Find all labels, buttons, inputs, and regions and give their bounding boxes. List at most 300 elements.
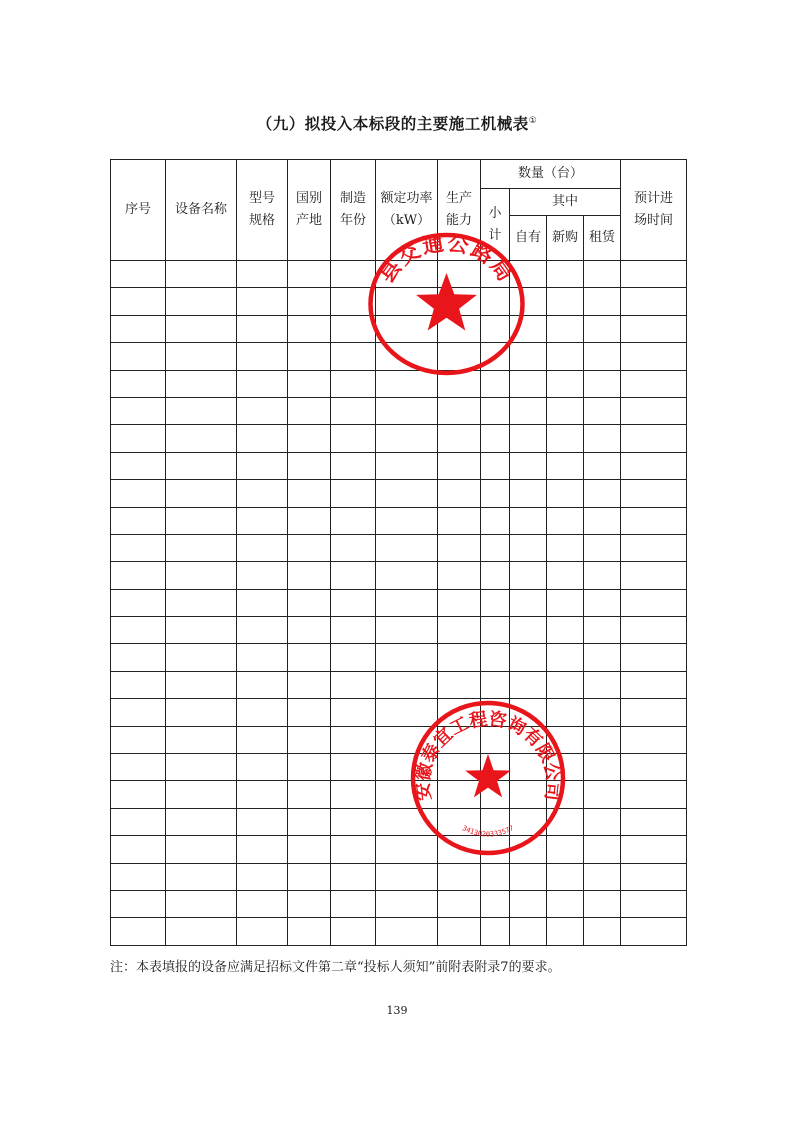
table-cell[interactable] [481, 370, 510, 397]
table-cell[interactable] [481, 836, 510, 863]
table-cell[interactable] [510, 261, 547, 288]
table-cell[interactable] [481, 507, 510, 534]
table-cell[interactable] [331, 343, 376, 370]
table-cell[interactable] [288, 315, 331, 342]
table-cell[interactable] [288, 452, 331, 479]
table-cell[interactable] [237, 781, 288, 808]
table-cell[interactable] [621, 425, 687, 452]
table-cell[interactable] [510, 699, 547, 726]
table-cell[interactable] [237, 315, 288, 342]
table-cell[interactable] [288, 534, 331, 561]
table-cell[interactable] [288, 671, 331, 698]
table-cell[interactable] [621, 644, 687, 671]
table-cell[interactable] [510, 452, 547, 479]
table-cell[interactable] [376, 397, 438, 424]
table-cell[interactable] [166, 808, 237, 835]
table-cell[interactable] [331, 918, 376, 945]
table-cell[interactable] [166, 699, 237, 726]
table-cell[interactable] [510, 562, 547, 589]
table-cell[interactable] [166, 918, 237, 945]
table-cell[interactable] [376, 617, 438, 644]
table-cell[interactable] [376, 671, 438, 698]
table-cell[interactable] [481, 890, 510, 917]
table-cell[interactable] [481, 699, 510, 726]
table-cell[interactable] [331, 726, 376, 753]
table-cell[interactable] [376, 452, 438, 479]
table-cell[interactable] [584, 863, 621, 890]
table-cell[interactable] [166, 507, 237, 534]
table-cell[interactable] [481, 671, 510, 698]
table-cell[interactable] [621, 918, 687, 945]
table-cell[interactable] [510, 397, 547, 424]
table-cell[interactable] [288, 726, 331, 753]
table-cell[interactable] [621, 315, 687, 342]
table-cell[interactable] [237, 480, 288, 507]
table-cell[interactable] [621, 781, 687, 808]
table-cell[interactable] [547, 288, 584, 315]
table-cell[interactable] [438, 781, 481, 808]
table-cell[interactable] [547, 534, 584, 561]
table-cell[interactable] [331, 617, 376, 644]
table-cell[interactable] [547, 671, 584, 698]
table-cell[interactable] [331, 863, 376, 890]
table-cell[interactable] [111, 507, 166, 534]
table-cell[interactable] [237, 343, 288, 370]
table-cell[interactable] [237, 261, 288, 288]
table-cell[interactable] [376, 890, 438, 917]
table-cell[interactable] [111, 425, 166, 452]
table-cell[interactable] [547, 589, 584, 616]
table-cell[interactable] [237, 562, 288, 589]
table-cell[interactable] [237, 699, 288, 726]
table-cell[interactable] [331, 671, 376, 698]
table-cell[interactable] [237, 397, 288, 424]
table-cell[interactable] [331, 397, 376, 424]
table-cell[interactable] [438, 726, 481, 753]
table-cell[interactable] [621, 288, 687, 315]
table-cell[interactable] [376, 726, 438, 753]
table-cell[interactable] [584, 397, 621, 424]
table-cell[interactable] [438, 562, 481, 589]
table-cell[interactable] [481, 562, 510, 589]
table-cell[interactable] [376, 863, 438, 890]
table-cell[interactable] [166, 343, 237, 370]
table-cell[interactable] [547, 480, 584, 507]
table-cell[interactable] [547, 808, 584, 835]
table-cell[interactable] [288, 343, 331, 370]
table-cell[interactable] [166, 425, 237, 452]
table-cell[interactable] [237, 890, 288, 917]
table-cell[interactable] [166, 644, 237, 671]
table-cell[interactable] [547, 726, 584, 753]
table-cell[interactable] [331, 781, 376, 808]
table-cell[interactable] [111, 452, 166, 479]
table-cell[interactable] [166, 890, 237, 917]
table-cell[interactable] [331, 288, 376, 315]
table-cell[interactable] [111, 644, 166, 671]
table-cell[interactable] [510, 644, 547, 671]
table-cell[interactable] [584, 644, 621, 671]
table-cell[interactable] [547, 644, 584, 671]
table-cell[interactable] [481, 261, 510, 288]
table-cell[interactable] [510, 315, 547, 342]
table-cell[interactable] [621, 370, 687, 397]
table-cell[interactable] [547, 425, 584, 452]
table-cell[interactable] [288, 480, 331, 507]
table-cell[interactable] [584, 562, 621, 589]
table-cell[interactable] [584, 261, 621, 288]
table-cell[interactable] [438, 808, 481, 835]
table-cell[interactable] [481, 726, 510, 753]
table-cell[interactable] [547, 836, 584, 863]
table-cell[interactable] [584, 671, 621, 698]
table-cell[interactable] [547, 863, 584, 890]
table-cell[interactable] [547, 343, 584, 370]
table-cell[interactable] [376, 781, 438, 808]
table-cell[interactable] [481, 480, 510, 507]
table-cell[interactable] [376, 836, 438, 863]
table-cell[interactable] [621, 726, 687, 753]
table-cell[interactable] [111, 617, 166, 644]
table-cell[interactable] [547, 397, 584, 424]
table-cell[interactable] [438, 480, 481, 507]
table-cell[interactable] [288, 890, 331, 917]
table-cell[interactable] [438, 315, 481, 342]
table-cell[interactable] [166, 836, 237, 863]
table-cell[interactable] [376, 699, 438, 726]
table-cell[interactable] [331, 315, 376, 342]
table-cell[interactable] [331, 452, 376, 479]
table-cell[interactable] [438, 534, 481, 561]
table-cell[interactable] [237, 370, 288, 397]
table-cell[interactable] [376, 507, 438, 534]
table-cell[interactable] [547, 562, 584, 589]
table-cell[interactable] [376, 480, 438, 507]
table-cell[interactable] [481, 425, 510, 452]
table-cell[interactable] [438, 699, 481, 726]
table-cell[interactable] [621, 480, 687, 507]
table-cell[interactable] [288, 397, 331, 424]
table-cell[interactable] [510, 507, 547, 534]
table-cell[interactable] [481, 644, 510, 671]
table-cell[interactable] [584, 754, 621, 781]
table-cell[interactable] [438, 863, 481, 890]
table-cell[interactable] [510, 370, 547, 397]
table-cell[interactable] [438, 836, 481, 863]
table-cell[interactable] [481, 343, 510, 370]
table-cell[interactable] [331, 589, 376, 616]
table-cell[interactable] [510, 918, 547, 945]
table-cell[interactable] [621, 617, 687, 644]
table-cell[interactable] [547, 890, 584, 917]
table-cell[interactable] [166, 863, 237, 890]
table-cell[interactable] [438, 890, 481, 917]
table-cell[interactable] [438, 918, 481, 945]
table-cell[interactable] [111, 480, 166, 507]
table-cell[interactable] [438, 507, 481, 534]
table-cell[interactable] [111, 589, 166, 616]
table-cell[interactable] [376, 534, 438, 561]
table-cell[interactable] [510, 288, 547, 315]
table-cell[interactable] [621, 890, 687, 917]
table-cell[interactable] [331, 425, 376, 452]
table-cell[interactable] [288, 370, 331, 397]
table-cell[interactable] [584, 918, 621, 945]
table-cell[interactable] [438, 452, 481, 479]
table-cell[interactable] [166, 726, 237, 753]
table-cell[interactable] [584, 370, 621, 397]
table-cell[interactable] [376, 589, 438, 616]
table-cell[interactable] [166, 754, 237, 781]
table-cell[interactable] [547, 617, 584, 644]
table-cell[interactable] [547, 699, 584, 726]
table-cell[interactable] [438, 671, 481, 698]
table-cell[interactable] [584, 781, 621, 808]
table-cell[interactable] [584, 617, 621, 644]
table-cell[interactable] [481, 397, 510, 424]
table-cell[interactable] [481, 288, 510, 315]
table-cell[interactable] [237, 644, 288, 671]
table-cell[interactable] [237, 836, 288, 863]
table-cell[interactable] [376, 425, 438, 452]
table-cell[interactable] [438, 754, 481, 781]
table-cell[interactable] [376, 315, 438, 342]
table-cell[interactable] [510, 863, 547, 890]
table-cell[interactable] [584, 534, 621, 561]
table-cell[interactable] [547, 507, 584, 534]
table-cell[interactable] [288, 918, 331, 945]
table-cell[interactable] [584, 808, 621, 835]
table-cell[interactable] [438, 397, 481, 424]
table-cell[interactable] [510, 836, 547, 863]
table-cell[interactable] [111, 754, 166, 781]
table-cell[interactable] [111, 863, 166, 890]
table-cell[interactable] [237, 918, 288, 945]
table-cell[interactable] [584, 589, 621, 616]
table-cell[interactable] [288, 781, 331, 808]
table-cell[interactable] [237, 534, 288, 561]
table-cell[interactable] [481, 534, 510, 561]
table-cell[interactable] [547, 370, 584, 397]
table-cell[interactable] [111, 261, 166, 288]
table-cell[interactable] [584, 507, 621, 534]
table-cell[interactable] [331, 507, 376, 534]
table-cell[interactable] [166, 397, 237, 424]
table-cell[interactable] [288, 589, 331, 616]
table-cell[interactable] [510, 890, 547, 917]
table-cell[interactable] [584, 452, 621, 479]
table-cell[interactable] [111, 918, 166, 945]
table-cell[interactable] [237, 288, 288, 315]
table-cell[interactable] [288, 863, 331, 890]
table-cell[interactable] [584, 425, 621, 452]
table-cell[interactable] [584, 480, 621, 507]
table-cell[interactable] [376, 343, 438, 370]
table-cell[interactable] [376, 288, 438, 315]
table-cell[interactable] [331, 754, 376, 781]
table-cell[interactable] [510, 534, 547, 561]
table-cell[interactable] [510, 671, 547, 698]
table-cell[interactable] [438, 343, 481, 370]
table-cell[interactable] [438, 644, 481, 671]
table-cell[interactable] [111, 671, 166, 698]
table-cell[interactable] [438, 370, 481, 397]
table-cell[interactable] [376, 261, 438, 288]
table-cell[interactable] [166, 589, 237, 616]
table-cell[interactable] [376, 370, 438, 397]
table-cell[interactable] [481, 589, 510, 616]
table-cell[interactable] [166, 781, 237, 808]
table-cell[interactable] [481, 754, 510, 781]
table-cell[interactable] [621, 507, 687, 534]
table-cell[interactable] [288, 507, 331, 534]
table-cell[interactable] [111, 890, 166, 917]
table-cell[interactable] [331, 808, 376, 835]
table-cell[interactable] [481, 918, 510, 945]
table-cell[interactable] [331, 644, 376, 671]
table-cell[interactable] [547, 452, 584, 479]
table-cell[interactable] [621, 452, 687, 479]
table-cell[interactable] [288, 836, 331, 863]
table-cell[interactable] [584, 699, 621, 726]
table-cell[interactable] [376, 562, 438, 589]
table-cell[interactable] [621, 261, 687, 288]
table-cell[interactable] [331, 370, 376, 397]
table-cell[interactable] [481, 863, 510, 890]
table-cell[interactable] [111, 343, 166, 370]
table-cell[interactable] [621, 397, 687, 424]
table-cell[interactable] [288, 808, 331, 835]
table-cell[interactable] [237, 754, 288, 781]
table-cell[interactable] [166, 562, 237, 589]
table-cell[interactable] [584, 315, 621, 342]
table-cell[interactable] [621, 699, 687, 726]
table-cell[interactable] [111, 699, 166, 726]
table-cell[interactable] [288, 644, 331, 671]
table-cell[interactable] [584, 836, 621, 863]
table-cell[interactable] [111, 726, 166, 753]
table-cell[interactable] [621, 808, 687, 835]
table-cell[interactable] [510, 480, 547, 507]
table-cell[interactable] [376, 918, 438, 945]
table-cell[interactable] [331, 699, 376, 726]
table-cell[interactable] [547, 781, 584, 808]
table-cell[interactable] [376, 644, 438, 671]
table-cell[interactable] [288, 425, 331, 452]
table-cell[interactable] [111, 288, 166, 315]
table-cell[interactable] [166, 261, 237, 288]
table-cell[interactable] [331, 836, 376, 863]
table-cell[interactable] [376, 754, 438, 781]
table-cell[interactable] [111, 397, 166, 424]
table-cell[interactable] [331, 562, 376, 589]
table-cell[interactable] [510, 425, 547, 452]
table-cell[interactable] [237, 726, 288, 753]
table-cell[interactable] [111, 315, 166, 342]
table-cell[interactable] [584, 288, 621, 315]
table-cell[interactable] [111, 836, 166, 863]
table-cell[interactable] [481, 452, 510, 479]
table-cell[interactable] [481, 808, 510, 835]
table-cell[interactable] [288, 617, 331, 644]
table-cell[interactable] [288, 562, 331, 589]
table-cell[interactable] [237, 808, 288, 835]
table-cell[interactable] [288, 699, 331, 726]
table-cell[interactable] [111, 781, 166, 808]
table-cell[interactable] [166, 480, 237, 507]
table-cell[interactable] [547, 315, 584, 342]
table-cell[interactable] [111, 562, 166, 589]
table-cell[interactable] [438, 425, 481, 452]
table-cell[interactable] [237, 863, 288, 890]
table-cell[interactable] [237, 507, 288, 534]
table-cell[interactable] [237, 617, 288, 644]
table-cell[interactable] [111, 370, 166, 397]
table-cell[interactable] [237, 589, 288, 616]
table-cell[interactable] [166, 288, 237, 315]
table-cell[interactable] [166, 617, 237, 644]
table-cell[interactable] [510, 781, 547, 808]
table-cell[interactable] [481, 315, 510, 342]
table-cell[interactable] [288, 288, 331, 315]
table-cell[interactable] [111, 534, 166, 561]
table-cell[interactable] [237, 671, 288, 698]
table-cell[interactable] [621, 562, 687, 589]
table-cell[interactable] [438, 288, 481, 315]
table-cell[interactable] [621, 754, 687, 781]
table-cell[interactable] [584, 343, 621, 370]
table-cell[interactable] [331, 890, 376, 917]
table-cell[interactable] [111, 808, 166, 835]
table-cell[interactable] [584, 726, 621, 753]
table-cell[interactable] [331, 480, 376, 507]
table-cell[interactable] [237, 452, 288, 479]
table-cell[interactable] [237, 425, 288, 452]
table-cell[interactable] [288, 754, 331, 781]
table-cell[interactable] [288, 261, 331, 288]
table-cell[interactable] [621, 589, 687, 616]
table-cell[interactable] [166, 534, 237, 561]
table-cell[interactable] [166, 315, 237, 342]
table-cell[interactable] [547, 754, 584, 781]
table-cell[interactable] [510, 726, 547, 753]
table-cell[interactable] [481, 781, 510, 808]
table-cell[interactable] [621, 836, 687, 863]
table-cell[interactable] [510, 589, 547, 616]
table-cell[interactable] [510, 617, 547, 644]
table-cell[interactable] [621, 863, 687, 890]
table-cell[interactable] [438, 617, 481, 644]
table-cell[interactable] [584, 890, 621, 917]
table-cell[interactable] [166, 370, 237, 397]
table-cell[interactable] [438, 589, 481, 616]
table-cell[interactable] [510, 343, 547, 370]
table-cell[interactable] [621, 671, 687, 698]
table-cell[interactable] [331, 261, 376, 288]
table-cell[interactable] [438, 261, 481, 288]
table-cell[interactable] [481, 617, 510, 644]
table-cell[interactable] [621, 343, 687, 370]
table-cell[interactable] [510, 754, 547, 781]
table-cell[interactable] [331, 534, 376, 561]
table-cell[interactable] [166, 452, 237, 479]
table-cell[interactable] [510, 808, 547, 835]
table-cell[interactable] [376, 808, 438, 835]
table-cell[interactable] [621, 534, 687, 561]
table-cell[interactable] [166, 671, 237, 698]
table-cell[interactable] [547, 261, 584, 288]
table-cell[interactable] [547, 918, 584, 945]
